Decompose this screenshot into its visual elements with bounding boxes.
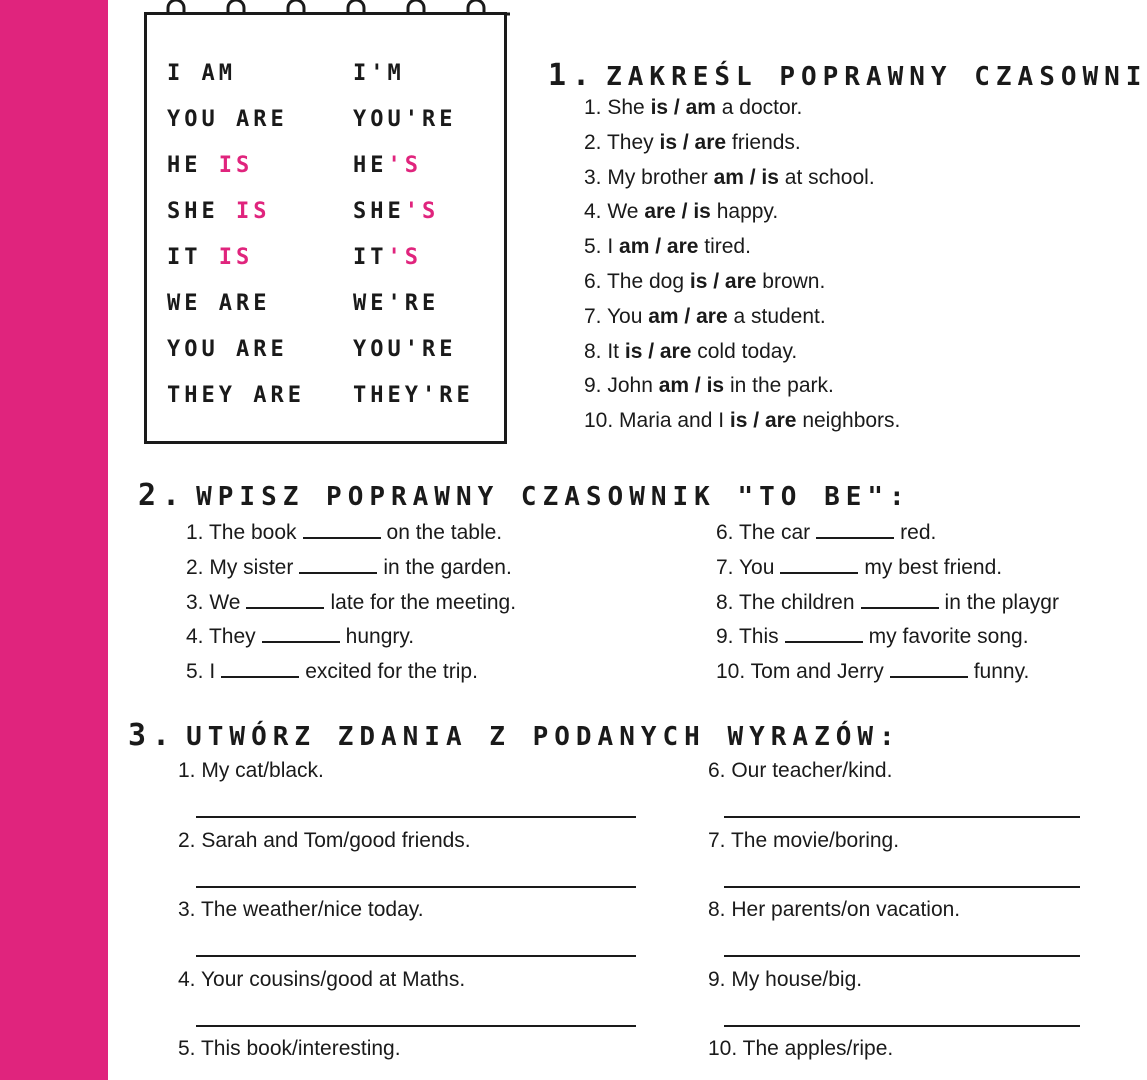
- item-text: 2. They: [584, 130, 660, 154]
- item-text: brown.: [756, 270, 826, 293]
- pronoun-full-verb: IS: [218, 153, 254, 178]
- verb-choice[interactable]: am / is: [658, 374, 725, 398]
- pronoun-full-text: THEY ARE: [167, 383, 305, 408]
- exercise-1-item: [584, 270, 825, 294]
- item-text: 6. The dog: [584, 270, 690, 293]
- pronoun-full-text: IT: [167, 245, 219, 270]
- pronoun-short-text: YOU'RE: [353, 107, 457, 132]
- item-text: 8. It: [584, 339, 625, 363]
- pronoun-full-form: [167, 383, 305, 408]
- exercise-3-prompt: 3. The weather/nice today.: [178, 898, 424, 921]
- exercise-2-item: [186, 519, 502, 545]
- item-text: in the garden.: [383, 555, 512, 579]
- item-text: 1. She: [584, 96, 651, 119]
- pronoun-short-form: [353, 61, 405, 86]
- exercise-3-prompt: 9. My house/big.: [708, 967, 863, 991]
- left-color-band: [0, 0, 108, 1080]
- exercise-2-item: [186, 623, 414, 649]
- pronoun-full-form: [167, 153, 253, 178]
- answer-line[interactable]: [724, 955, 1080, 957]
- item-text: funny.: [973, 660, 1030, 684]
- pronoun-short-text: IT: [353, 245, 388, 270]
- exercise-3-prompt: 1. My cat/black.: [178, 759, 324, 782]
- exercise-1-item: [584, 340, 797, 364]
- exercise-2-item: [186, 554, 512, 580]
- pronoun-full-verb: IS: [235, 199, 271, 224]
- pronoun-short-text: WE'RE: [353, 291, 440, 316]
- answer-line[interactable]: [196, 816, 636, 818]
- pronoun-full-form: [167, 291, 270, 316]
- section-3-heading: 3. UTWÓRZ ZDANIA Z PODANYCH WYRAZÓW:: [128, 718, 901, 753]
- answer-line[interactable]: [724, 886, 1080, 888]
- item-text: 4. We: [584, 200, 645, 224]
- pronoun-short-text: I'M: [353, 61, 405, 86]
- pronoun-short-verb: 'S: [387, 245, 422, 270]
- item-text: friends.: [726, 130, 801, 154]
- pronoun-full-verb: IS: [218, 245, 254, 270]
- item-text: tired.: [698, 235, 751, 259]
- exercise-1-item: [584, 166, 875, 190]
- pronoun-short-text: SHE: [353, 199, 405, 224]
- exercise-1-item: [584, 374, 834, 398]
- answer-blank[interactable]: [780, 554, 858, 574]
- pronoun-full-form: [167, 107, 288, 132]
- item-text: my favorite song.: [868, 625, 1029, 649]
- item-text: a student.: [727, 304, 826, 328]
- pronoun-short-text: YOU'RE: [353, 337, 457, 362]
- verb-choice[interactable]: is / are: [659, 130, 727, 154]
- item-text: 1. The book: [186, 521, 297, 544]
- answer-blank[interactable]: [861, 589, 939, 609]
- answer-blank[interactable]: [890, 658, 968, 678]
- item-text: 5. I: [584, 235, 620, 259]
- pronoun-short-verb: 'S: [404, 199, 440, 224]
- pronoun-notepad: [144, 12, 507, 444]
- item-text: excited for the trip.: [305, 660, 478, 684]
- item-text: neighbors.: [796, 409, 901, 433]
- pronoun-full-form: [167, 61, 236, 86]
- item-text: hungry.: [345, 625, 415, 649]
- exercise-3-prompt: 4. Your cousins/good at Maths.: [178, 967, 466, 991]
- item-text: 7. You: [716, 555, 775, 579]
- item-text: 9. John: [584, 374, 659, 398]
- item-text: happy.: [710, 200, 779, 224]
- exercise-2-item: [716, 589, 1059, 615]
- pronoun-full-form: [167, 199, 270, 224]
- verb-choice[interactable]: am / are: [648, 304, 728, 328]
- pronoun-full-text: SHE: [167, 199, 236, 224]
- exercise-1-item: [584, 305, 826, 329]
- answer-line[interactable]: [196, 886, 636, 888]
- verb-choice[interactable]: is / are: [624, 339, 692, 363]
- verb-choice[interactable]: is / am: [650, 96, 716, 119]
- item-text: 3. My brother: [584, 165, 714, 189]
- answer-line[interactable]: [724, 1025, 1080, 1027]
- exercise-2-item: [716, 554, 1002, 580]
- item-text: 8. The children: [716, 590, 855, 614]
- pronoun-full-text: YOU ARE: [167, 107, 288, 132]
- item-text: a doctor.: [715, 96, 803, 119]
- exercise-3-prompt: 6. Our teacher/kind.: [708, 759, 893, 782]
- pronoun-short-form: [353, 383, 474, 408]
- item-text: in the park.: [724, 374, 834, 398]
- pronoun-full-text: YOU ARE: [167, 337, 288, 362]
- exercise-1-item: [584, 96, 802, 120]
- exercise-3-prompt: 5. This book/interesting.: [178, 1037, 401, 1060]
- answer-blank[interactable]: [221, 658, 299, 678]
- pronoun-full-form: [167, 337, 288, 362]
- exercise-2-item: [716, 658, 1029, 684]
- item-text: 7. You: [584, 304, 649, 328]
- item-text: cold today.: [691, 339, 798, 363]
- exercise-2-item: [186, 589, 516, 615]
- verb-choice[interactable]: is / are: [689, 270, 757, 293]
- exercise-1-item: [584, 200, 778, 224]
- pronoun-short-form: [353, 199, 439, 224]
- answer-blank[interactable]: [303, 519, 381, 539]
- answer-blank[interactable]: [785, 623, 863, 643]
- exercise-2-item: [716, 519, 936, 545]
- exercise-2-item: [716, 623, 1029, 649]
- item-text: 6. The car: [716, 521, 811, 544]
- pronoun-short-form: [353, 291, 439, 316]
- answer-line[interactable]: [724, 816, 1080, 818]
- answer-blank[interactable]: [816, 519, 894, 539]
- verb-choice[interactable]: am / are: [619, 235, 699, 259]
- pronoun-short-text: THEY'RE: [353, 383, 474, 408]
- item-text: 9. This: [716, 625, 779, 649]
- pronoun-short-form: [353, 153, 422, 178]
- section-1-heading: 1. ZAKREŚL POPRAWNY CZASOWNI: [548, 58, 1147, 93]
- item-text: red.: [900, 521, 937, 544]
- pronoun-full-text: I AM: [167, 61, 236, 86]
- exercise-3-prompt: 10. The apples/ripe.: [708, 1037, 894, 1060]
- item-text: at school.: [778, 165, 875, 189]
- exercise-1-item: [584, 409, 900, 433]
- item-text: 10. Tom and Jerry: [716, 660, 884, 684]
- answer-blank[interactable]: [262, 623, 340, 643]
- pronoun-short-form: [353, 245, 422, 270]
- item-text: late for the meeting.: [330, 590, 517, 614]
- pronoun-full-text: HE: [167, 153, 219, 178]
- item-text: my best friend.: [864, 555, 1003, 579]
- pronoun-short-text: HE: [353, 153, 388, 178]
- item-text: 2. My sister: [186, 555, 294, 579]
- item-text: 5. I: [186, 660, 216, 684]
- verb-choice[interactable]: is / are: [729, 409, 797, 433]
- pronoun-short-form: [353, 107, 456, 132]
- exercise-3-prompt: 8. Her parents/on vacation.: [708, 898, 961, 921]
- item-text: in the playgr: [944, 590, 1059, 614]
- item-text: 10. Maria and I: [584, 409, 730, 433]
- exercise-2-item: [186, 658, 478, 684]
- exercise-3-prompt: 7. The movie/boring.: [708, 828, 900, 852]
- exercise-3-prompt: 2. Sarah and Tom/good friends.: [178, 828, 471, 852]
- pronoun-full-text: WE ARE: [167, 291, 271, 316]
- pronoun-short-form: [353, 337, 456, 362]
- item-text: on the table.: [386, 521, 503, 544]
- exercise-1-item: [584, 131, 801, 155]
- pronoun-short-verb: 'S: [387, 153, 422, 178]
- answer-blank[interactable]: [299, 554, 377, 574]
- exercise-1-item: [584, 235, 751, 259]
- item-text: 3. We: [186, 590, 241, 614]
- verb-choice[interactable]: are / is: [644, 200, 711, 224]
- answer-line[interactable]: [196, 955, 636, 957]
- verb-choice[interactable]: am / is: [713, 165, 779, 189]
- pronoun-full-form: [167, 245, 253, 270]
- item-text: 4. They: [186, 625, 256, 649]
- section-2-heading: 2. WPISZ POPRAWNY CZASOWNIK "TO BE":: [138, 478, 911, 513]
- answer-line[interactable]: [196, 1025, 636, 1027]
- answer-blank[interactable]: [246, 589, 324, 609]
